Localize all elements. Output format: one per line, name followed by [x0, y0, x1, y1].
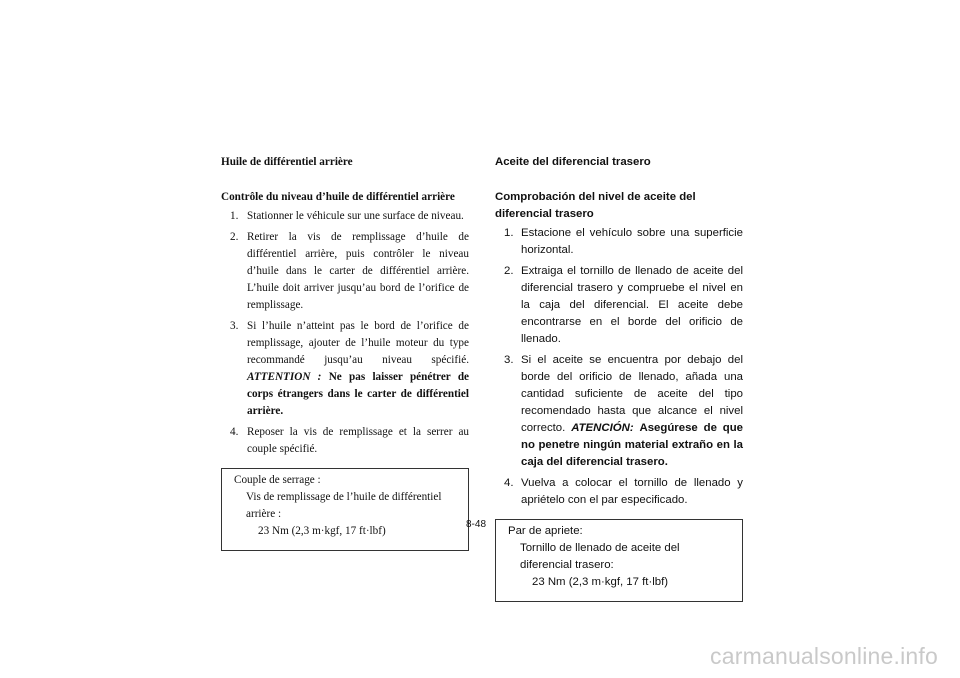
step-text: Vuelva a colocar el tornillo de llenado y apriételo con el par especificado.	[521, 477, 743, 506]
page-number: 8-48	[466, 519, 487, 530]
spec-value: 23 Nm (2,3 m·kgf, 17 ft·lbf)	[258, 525, 386, 537]
spec-label: Par de apriete:	[508, 525, 583, 537]
section-title: Aceite del diferencial trasero	[495, 156, 651, 168]
caution-label: ATTENTION :	[247, 371, 322, 383]
step-text: Si l’huile n’atteint pas le bord de l’orifice de remplissage, ajouter de l’huile moteur du type recommandé jusqu’au niveau spécifié.	[247, 320, 469, 366]
torque-spec-box	[495, 519, 743, 602]
list-item	[221, 208, 469, 225]
section-title: Huile de différentiel arrière	[221, 156, 353, 168]
torque-spec-box	[221, 468, 469, 551]
step-number: 1.	[504, 227, 514, 239]
caution-text: Asegúrese de que no penetre ningún material extraño en la caja del diferencial trasero.	[521, 422, 744, 468]
step-number: 3.	[504, 354, 514, 366]
spec-item: Vis de remplissage de l’huile de différentiel arrière :	[246, 491, 442, 520]
list-item	[495, 225, 743, 259]
spec-label: Couple de serrage :	[234, 474, 321, 486]
french-column	[221, 154, 469, 551]
step-number: 4.	[504, 477, 514, 489]
caution-label: ATENCIÓN:	[571, 422, 634, 434]
step-text: Reposer la vis de remplissage et la serrer au couple spécifié.	[247, 426, 469, 455]
step-number: 1.	[230, 210, 239, 222]
step-number: 2.	[230, 231, 239, 243]
section-subtitle: Contrôle du niveau d’huile de différentiel arrière	[221, 191, 455, 203]
step-text: Stationner le véhicule sur une surface de niveau.	[247, 210, 464, 222]
step-text: Estacione el vehículo sobre una superficie horizontal.	[521, 227, 743, 256]
spanish-column	[495, 154, 743, 602]
list-item	[221, 229, 469, 314]
procedure-list	[221, 208, 469, 458]
list-item	[221, 424, 469, 458]
spec-value: 23 Nm (2,3 m·kgf, 17 ft·lbf)	[532, 576, 669, 588]
watermark: carmanualsonline.info	[710, 643, 938, 669]
list-item	[495, 263, 743, 348]
step-number: 4.	[230, 426, 239, 438]
step-text: Si el aceite se encuentra por debajo del borde del orificio de llenado, añada una cantidad suficiente de aceite del tipo recomendado hasta que alcance el nivel correcto.	[521, 354, 743, 434]
step-text: Extraiga el tornillo de llenado de aceite del diferencial trasero y compruebe el nivel en la caja del diferencial. El aceite debe encontrarse en el borde del orificio de llenado.	[521, 265, 743, 345]
list-item	[221, 318, 469, 420]
spec-item: Tornillo de llenado de aceite del diferencial trasero:	[520, 542, 680, 571]
caution-text: Ne pas laisser pénétrer de corps étrangers dans le carter de différentiel arrière.	[247, 371, 470, 417]
step-number: 3.	[230, 320, 239, 332]
section-subtitle: Comprobación del nivel de aceite del diferencial trasero	[495, 191, 696, 220]
step-text: Retirer la vis de remplissage d’huile de différentiel arrière, puis contrôler le niveau d’huile dans le carter de différentiel arrière. L’huile doit arriver jusqu’au bord de l’orifice de remplissage.	[247, 231, 469, 311]
step-number: 2.	[504, 265, 514, 277]
procedure-list	[495, 225, 743, 509]
list-item	[495, 352, 743, 471]
list-item	[495, 475, 743, 509]
